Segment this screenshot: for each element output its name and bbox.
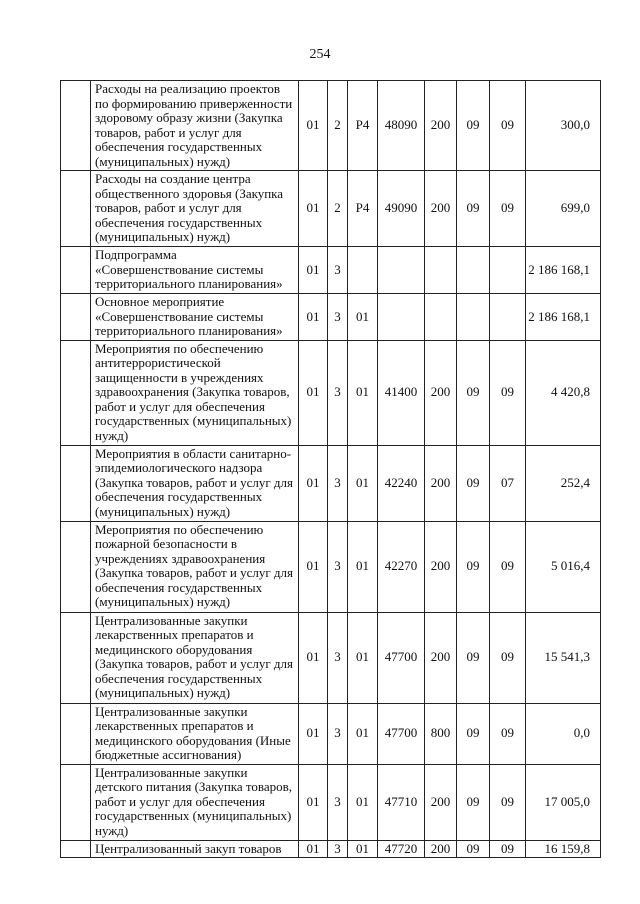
code-cell: 3 [328, 703, 348, 764]
code-cell: 01 [348, 703, 378, 764]
code-cell: 01 [299, 340, 328, 445]
row-name: Расходы на реализацию проектов по формированию приверженности здоровому образу жизни (Закупка товаров, работ и услуг для обеспечения государственных (муниципальных) нужд) [91, 81, 299, 171]
sum-cell: 16 159,8 [526, 840, 601, 858]
sum-cell: 2 186 168,1 [526, 247, 601, 294]
code-cell: 200 [425, 764, 457, 840]
table-row [61, 840, 601, 858]
row-name: Централизованный закуп товаров [91, 840, 299, 858]
code-cell [490, 247, 526, 294]
blank-cell [61, 612, 91, 703]
sum-cell: 17 005,0 [526, 764, 601, 840]
code-cell: 09 [457, 445, 490, 521]
code-cell: 09 [490, 764, 526, 840]
code-cell: 01 [299, 612, 328, 703]
code-cell: 01 [348, 521, 378, 612]
code-cell: 200 [425, 171, 457, 247]
code-cell: 01 [299, 294, 328, 341]
table-row [61, 247, 601, 294]
code-cell: 09 [490, 521, 526, 612]
table-row [61, 703, 601, 764]
code-cell: 3 [328, 247, 348, 294]
table-row [61, 171, 601, 247]
code-cell: 01 [299, 445, 328, 521]
row-name: Централизованные закупки детского питания (Закупка товаров, работ и услуг для обеспечения государственных (муниципальных) нужд) [91, 764, 299, 840]
code-cell: 42240 [378, 445, 425, 521]
code-cell: 47700 [378, 612, 425, 703]
blank-cell [61, 521, 91, 612]
code-cell [457, 294, 490, 341]
table-row [61, 294, 601, 341]
code-cell: 3 [328, 445, 348, 521]
sum-cell: 2 186 168,1 [526, 294, 601, 341]
code-cell: 2 [328, 171, 348, 247]
code-cell: 3 [328, 764, 348, 840]
table-row [61, 340, 601, 445]
code-cell: 3 [328, 294, 348, 341]
code-cell: 09 [490, 703, 526, 764]
sum-cell: 699,0 [526, 171, 601, 247]
blank-cell [61, 247, 91, 294]
sum-cell: 252,4 [526, 445, 601, 521]
blank-cell [61, 703, 91, 764]
row-name: Мероприятия по обеспечению пожарной безопасности в учреждениях здравоохранения (Закупка товаров, работ и услуг для обеспечения государственных (муниципальных) нужд) [91, 521, 299, 612]
code-cell: 01 [299, 81, 328, 171]
code-cell: 09 [457, 764, 490, 840]
table-row [61, 81, 601, 171]
code-cell: 01 [299, 521, 328, 612]
code-cell: 01 [348, 612, 378, 703]
sum-cell: 300,0 [526, 81, 601, 171]
code-cell: 09 [457, 840, 490, 858]
row-name: Основное мероприятие «Совершенствование системы территориального планирования» [91, 294, 299, 341]
code-cell: 09 [490, 840, 526, 858]
code-cell: 09 [457, 703, 490, 764]
blank-cell [61, 340, 91, 445]
code-cell: 3 [328, 340, 348, 445]
code-cell: 09 [490, 81, 526, 171]
code-cell: 2 [328, 81, 348, 171]
code-cell: 09 [457, 171, 490, 247]
table-row [61, 612, 601, 703]
code-cell [490, 294, 526, 341]
code-cell: 49090 [378, 171, 425, 247]
code-cell: P4 [348, 171, 378, 247]
code-cell: P4 [348, 81, 378, 171]
code-cell: 3 [328, 840, 348, 858]
row-name: Расходы на создание центра общественного здоровья (Закупка товаров, работ и услуг для обеспечения государственных (муниципальных) нужд) [91, 171, 299, 247]
code-cell: 200 [425, 81, 457, 171]
code-cell: 200 [425, 612, 457, 703]
code-cell: 01 [299, 703, 328, 764]
code-cell: 01 [299, 764, 328, 840]
code-cell: 09 [457, 340, 490, 445]
blank-cell [61, 171, 91, 247]
code-cell: 01 [299, 840, 328, 858]
blank-cell [61, 294, 91, 341]
code-cell [457, 247, 490, 294]
row-name: Мероприятия по обеспечению антитеррористической защищенности в учреждениях здравоохранения (Закупка товаров, работ и услуг для обеспечения государственных (муниципальных) нужд) [91, 340, 299, 445]
row-name: Подпрограмма «Совершенствование системы территориального планирования» [91, 247, 299, 294]
code-cell: 47720 [378, 840, 425, 858]
row-name: Централизованные закупки лекарственных препаратов и медицинского оборудования (Закупка товаров, работ и услуг для обеспечения государственных (муниципальных) нужд) [91, 612, 299, 703]
code-cell: 01 [348, 294, 378, 341]
blank-cell [61, 840, 91, 858]
code-cell: 200 [425, 840, 457, 858]
table-row [61, 764, 601, 840]
sum-cell: 4 420,8 [526, 340, 601, 445]
row-name: Мероприятия в области санитарно-эпидемиологического надзора (Закупка товаров, работ и услуг для обеспечения государственных (муниципальных) нужд) [91, 445, 299, 521]
code-cell: 200 [425, 521, 457, 612]
code-cell: 09 [490, 171, 526, 247]
code-cell: 09 [490, 340, 526, 445]
sum-cell: 0,0 [526, 703, 601, 764]
code-cell: 3 [328, 521, 348, 612]
code-cell: 09 [490, 612, 526, 703]
code-cell: 800 [425, 703, 457, 764]
code-cell: 41400 [378, 340, 425, 445]
code-cell: 07 [490, 445, 526, 521]
code-cell: 200 [425, 445, 457, 521]
code-cell: 200 [425, 340, 457, 445]
code-cell: 09 [457, 81, 490, 171]
budget-table [60, 80, 601, 858]
code-cell: 01 [348, 340, 378, 445]
code-cell [348, 247, 378, 294]
code-cell: 01 [348, 764, 378, 840]
code-cell: 01 [348, 445, 378, 521]
table-row [61, 445, 601, 521]
code-cell: 01 [299, 171, 328, 247]
code-cell: 42270 [378, 521, 425, 612]
code-cell: 47700 [378, 703, 425, 764]
code-cell: 09 [457, 521, 490, 612]
code-cell [378, 247, 425, 294]
code-cell: 47710 [378, 764, 425, 840]
blank-cell [61, 764, 91, 840]
blank-cell [61, 445, 91, 521]
code-cell: 09 [457, 612, 490, 703]
table-row [61, 521, 601, 612]
row-name: Централизованные закупки лекарственных препаратов и медицинского оборудования (Иные бюджетные ассигнования) [91, 703, 299, 764]
code-cell [425, 294, 457, 341]
code-cell: 3 [328, 612, 348, 703]
code-cell [425, 247, 457, 294]
code-cell: 01 [299, 247, 328, 294]
sum-cell: 5 016,4 [526, 521, 601, 612]
code-cell [378, 294, 425, 341]
page-number: 254 [309, 47, 331, 62]
code-cell: 48090 [378, 81, 425, 171]
sum-cell: 15 541,3 [526, 612, 601, 703]
code-cell: 01 [348, 840, 378, 858]
blank-cell [61, 81, 91, 171]
